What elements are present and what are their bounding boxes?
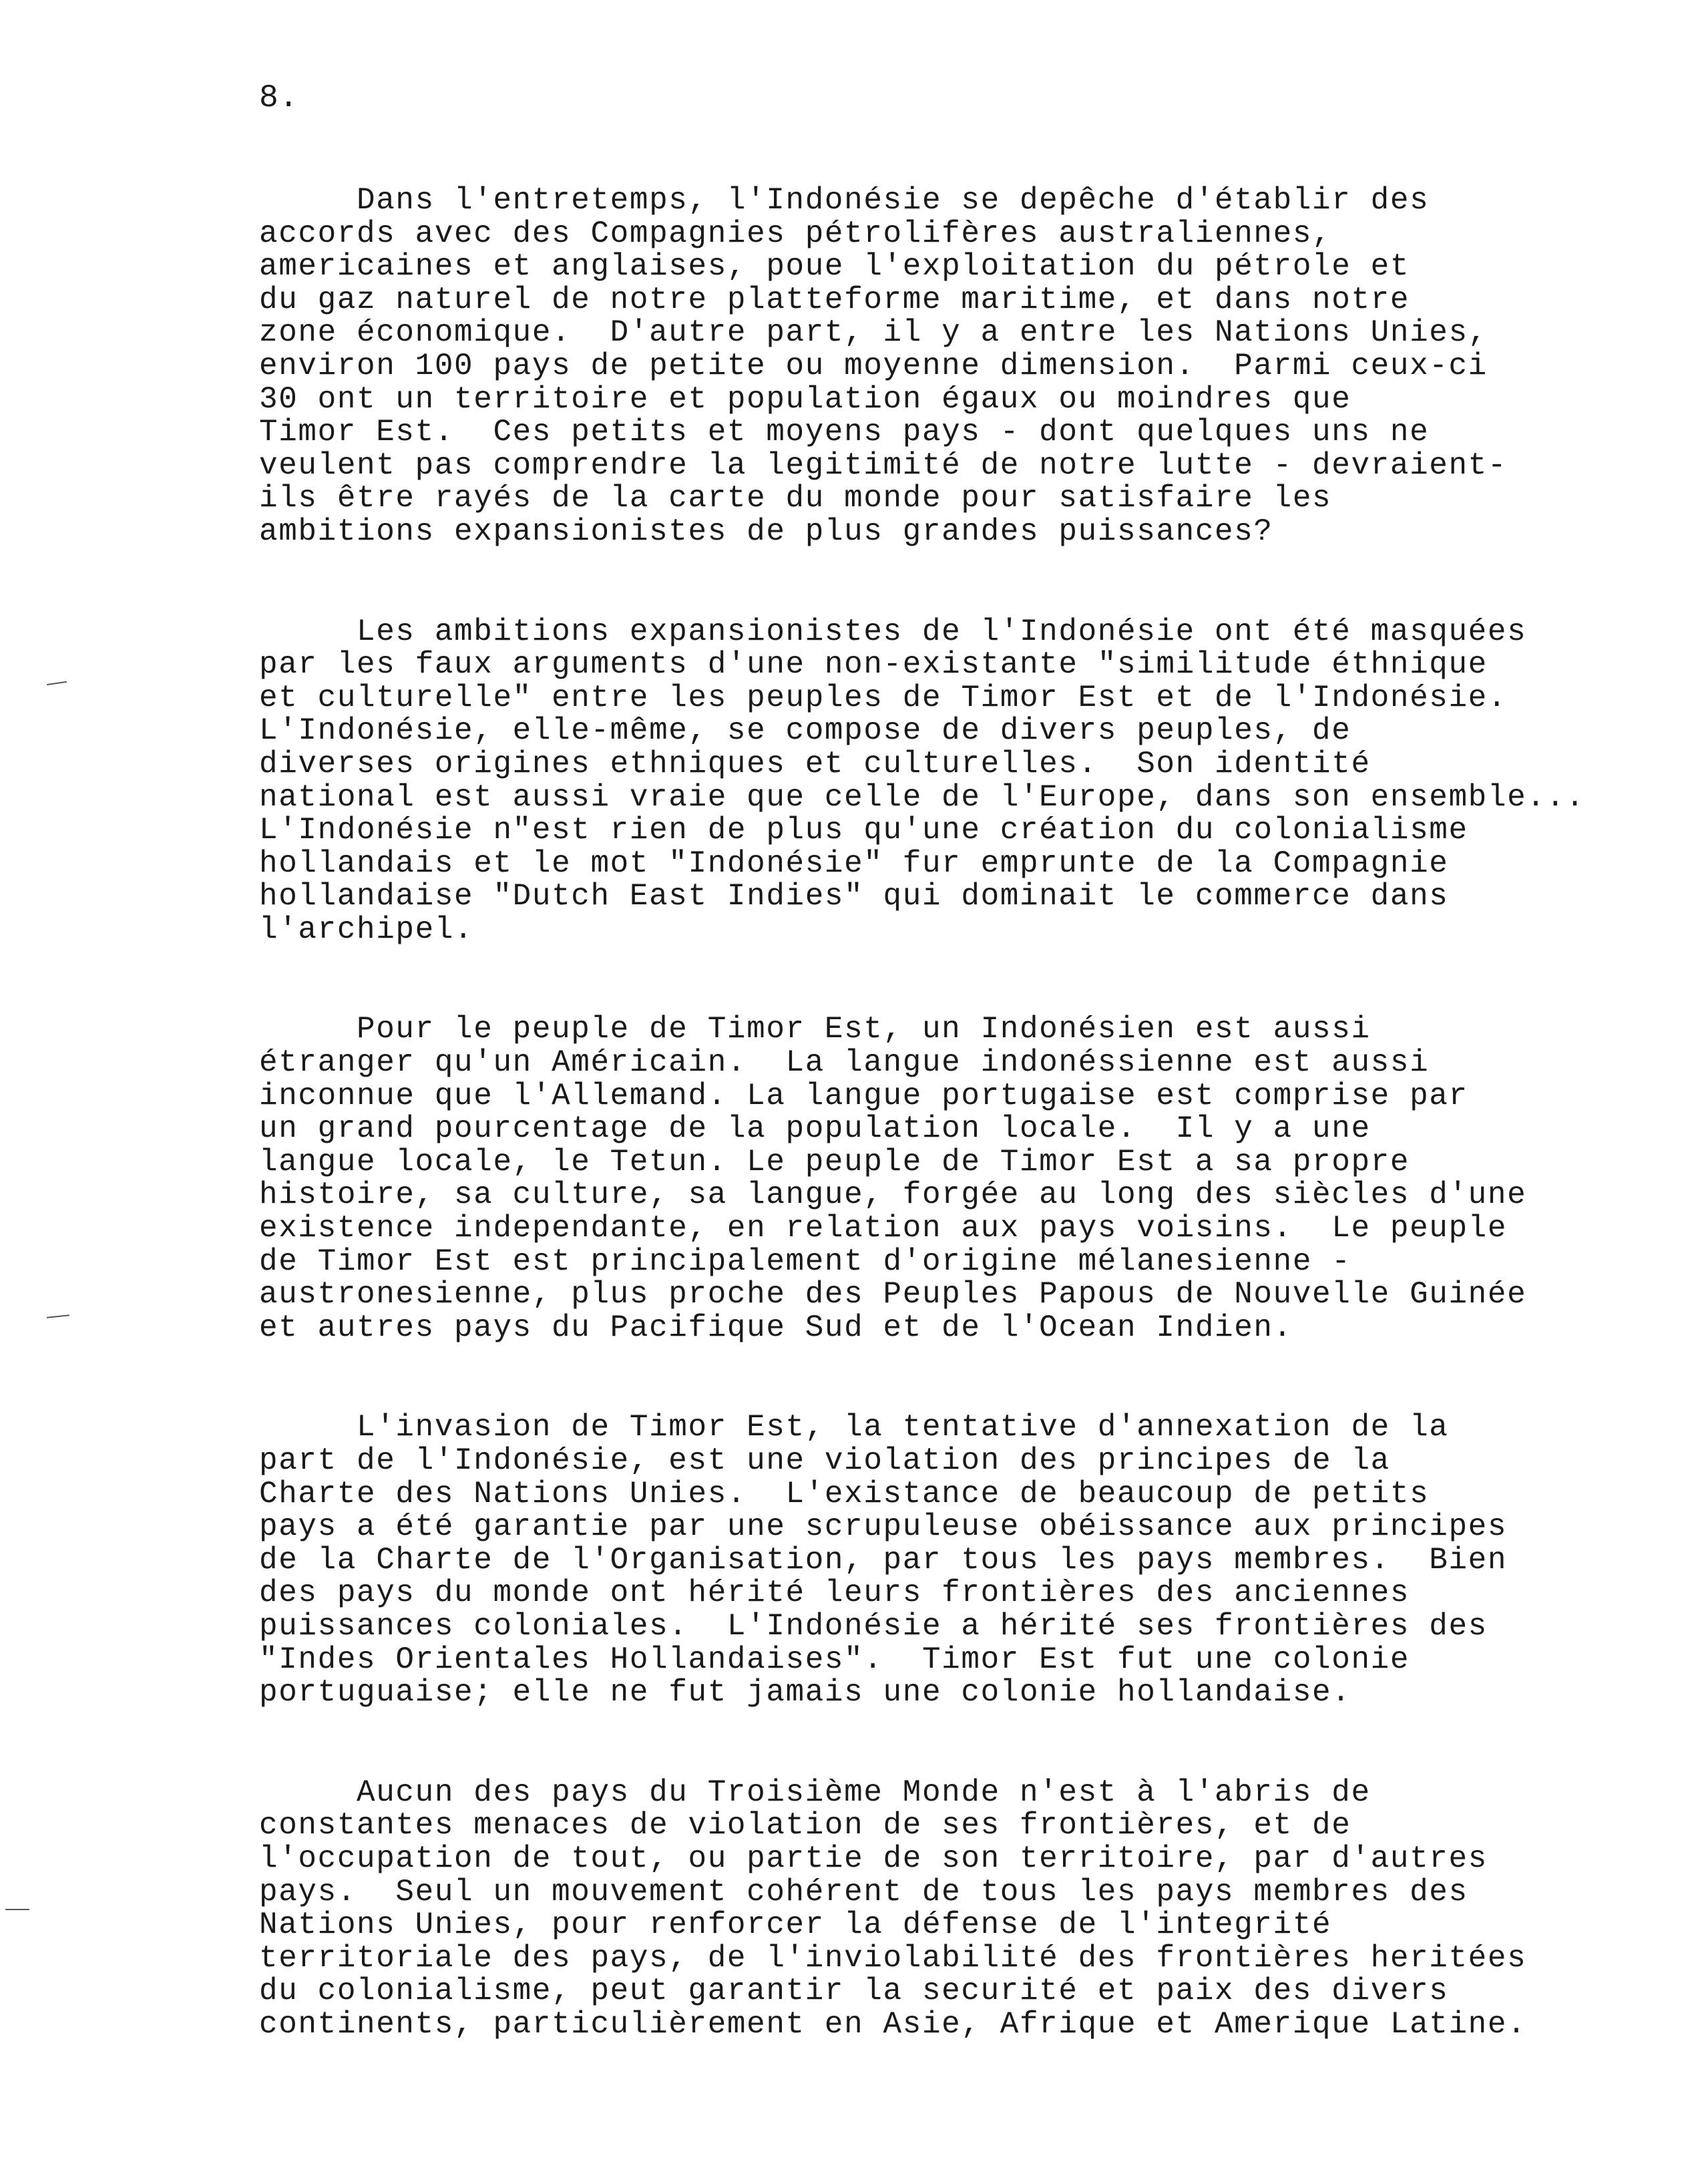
paragraph-5 — [259, 1777, 1648, 2042]
text-line: par les faux arguments d'une non-existante "similitude éthnique — [259, 647, 1488, 683]
page-number: 8. — [259, 80, 299, 116]
text-line: l'archipel. — [259, 912, 474, 947]
text-line: "Indes Orientales Hollandaises". Timor Est fut une colonie — [259, 1642, 1410, 1677]
text-line: austronesienne, plus proche des Peuples Papous de Nouvelle Guinée — [259, 1277, 1527, 1312]
text-line: national est aussi vraie que celle de l'Europe, dans son ensemble... — [259, 779, 1585, 815]
text-line: accords avec des Compagnies pétrolifères australiennes, — [259, 216, 1332, 251]
text-line: portuguaise; elle ne fut jamais une colonie hollandaise. — [259, 1675, 1351, 1710]
text-line: existence independante, en relation aux pays voisins. Le peuple — [259, 1211, 1508, 1246]
body-text — [259, 184, 1648, 2109]
text-line: constantes menaces de violation de ses frontières, et de — [259, 1808, 1351, 1843]
paragraph-3 — [259, 1013, 1648, 1344]
text-line: Timor Est. Ces petits et moyens pays - dont quelques uns ne — [259, 415, 1430, 450]
text-line: pays a été garantie par une scrupuleuse obéissance aux principes — [259, 1509, 1508, 1545]
text-line: zone économique. D'autre part, il y a entre les Nations Unies, — [259, 315, 1488, 351]
text-line: L'Indonésie n"est rien de plus qu'une création du colonialisme — [259, 813, 1468, 848]
text-line: de la Charte de l'Organisation, par tous les pays membres. Bien — [259, 1542, 1508, 1578]
text-line: l'occupation de tout, ou partie de son territoire, par d'autres — [259, 1841, 1488, 1876]
text-line: Charte des Nations Unies. L'existance de beaucoup de petits — [259, 1476, 1430, 1511]
text-line: un grand pourcentage de la population locale. Il y a une — [259, 1111, 1371, 1147]
margin-mark — [5, 1909, 29, 1910]
paragraph-1 — [259, 184, 1648, 549]
text-line: americaines et anglaises, poue l'exploitation du pétrole et — [259, 249, 1410, 285]
text-line: langue locale, le Tetun. Le peuple de Timor Est a sa propre — [259, 1144, 1410, 1179]
text-line: pays. Seul un mouvement cohérent de tous les pays membres des — [259, 1874, 1468, 1909]
text-line: inconnue que l'Allemand. La langue portugaise est comprise par — [259, 1078, 1468, 1113]
text-line: Les ambitions expansionistes de l'Indonésie ont été masquées — [259, 614, 1527, 649]
paragraph-2 — [259, 616, 1648, 947]
text-line: histoire, sa culture, sa langue, forgée au long des siècles d'une — [259, 1177, 1527, 1213]
text-line: des pays du monde ont hérité leurs frontières des anciennes — [259, 1576, 1410, 1611]
text-line: étranger qu'un Américain. La langue indonéssienne est aussi — [259, 1045, 1430, 1081]
margin-mark — [47, 681, 67, 685]
text-line: de Timor Est est principalement d'origine mélanesienne - — [259, 1244, 1351, 1279]
paragraph-4 — [259, 1411, 1648, 1709]
text-line: du colonialisme, peut garantir la securité et paix des divers — [259, 1974, 1449, 2009]
text-line: L'Indonésie, elle-même, se compose de divers peuples, de — [259, 713, 1351, 749]
text-line: hollandais et le mot "Indonésie" fur emprunte de la Compagnie — [259, 846, 1449, 881]
text-line: 30 ont un territoire et population égaux ou moindres que — [259, 381, 1351, 417]
text-line: continents, particulièrement en Asie, Afrique et Amerique Latine. — [259, 2006, 1527, 2042]
text-line: Dans l'entretemps, l'Indonésie se depêche d'établir des — [259, 183, 1430, 218]
text-line: ambitions expansionistes de plus grandes puissances? — [259, 514, 1273, 549]
text-line: et culturelle" entre les peuples de Timor Est et de l'Indonésie. — [259, 680, 1508, 715]
text-line: ils être rayés de la carte du monde pour satisfaire les — [259, 481, 1332, 516]
text-line: diverses origines ethniques et culturelles. Son identité — [259, 746, 1371, 781]
text-line: hollandaise "Dutch East Indies" qui dominait le commerce dans — [259, 879, 1449, 914]
text-line: veulent pas comprendre la legitimité de notre lutte - devraient- — [259, 447, 1508, 483]
text-line: part de l'Indonésie, est une violation des principes de la — [259, 1443, 1390, 1478]
text-line: L'invasion de Timor Est, la tentative d'annexation de la — [259, 1410, 1449, 1445]
text-line: territoriale des pays, de l'inviolabilité des frontières heritées — [259, 1940, 1527, 1976]
text-line: Aucun des pays du Troisième Monde n'est à l'abris de — [259, 1775, 1371, 1810]
margin-mark — [47, 1314, 69, 1318]
text-line: environ 100 pays de petite ou moyenne dimension. Parmi ceux-ci — [259, 348, 1488, 383]
text-line: Pour le peuple de Timor Est, un Indonésien est aussi — [259, 1012, 1371, 1047]
text-line: Nations Unies, pour renforcer la défense de l'integrité — [259, 1907, 1332, 1943]
text-line: du gaz naturel de notre platteforme maritime, et dans notre — [259, 282, 1410, 317]
text-line: et autres pays du Pacifique Sud et de l'Ocean Indien. — [259, 1310, 1293, 1345]
text-line: puissances coloniales. L'Indonésie a hérité ses frontières des — [259, 1608, 1488, 1644]
